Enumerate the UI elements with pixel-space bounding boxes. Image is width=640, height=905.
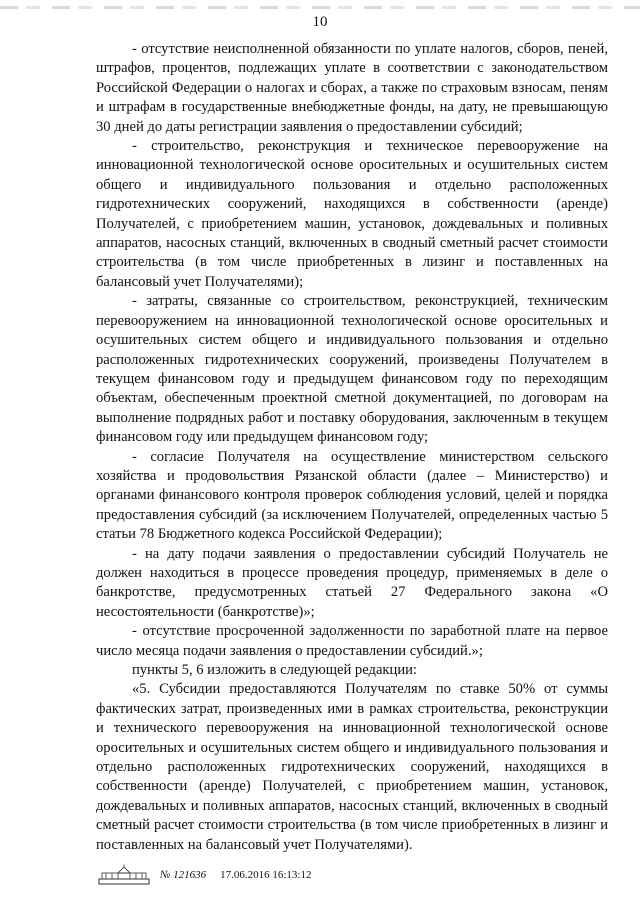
- paragraph-consent: - согласие Получателя на осуществление министерством сельского хозяйства и продовольствия Рязанской области (далее – Министерство) и органами финансового контроля проверок соблюдения условий, целей и порядка предоставления субсидий (за исключением Получателей, определенных частью 5 статьи 78 Бюджетного кодекса Российской Федерации);: [96, 448, 608, 543]
- paragraph-bankruptcy: - на дату подачи заявления о предоставлении субсидий Получатель не должен находиться в процессе проведения процедур, применяемых в деле о банкротстве, предусмотренных статьей 27 Федерального закона «О несостоятельности (банкротстве)»;: [96, 545, 608, 620]
- registration-datetime: 17.06.2016 16:13:12: [220, 869, 312, 881]
- scan-edge-artifact: [0, 6, 640, 9]
- paragraph-tax-obligation: - отсутствие неисполненной обязанности по уплате налогов, сборов, пеней, штрафов, процентов, подлежащих уплате в соответствии с законодательством Российской Федерации о налогах и сборах, а также по страховым взносам, пеням и штрафам в государственные внебюджетные фонды, на дату, не превышающую 30 дней до даты регистрации заявления о предоставлении субсидий;: [96, 41, 608, 135]
- page-number: 10: [312, 14, 328, 30]
- paragraph-construction: - строительство, реконструкция и техническое перевооружение на инновационной технологической основе оросительных и осушительных систем общего и индивидуального пользования и отдельно расположенных гидротехнических сооружений, находящихся в собственности (аренде) Получателей, с приобретением машин, установок, дождевальных и поливных аппаратов, насосных станций, включенных в сводный сметный расчет стоимости строительства (в том числе приобретенных в лизинг и поставленных на балансовый учет Получателями);: [96, 138, 608, 290]
- document-footer: [98, 864, 312, 886]
- government-building-icon: [98, 864, 150, 886]
- paragraph-amendment-intro: пункты 5, 6 изложить в следующей редакции:: [132, 662, 417, 678]
- paragraph-item-5: «5. Субсидии предоставляются Получателям по ставке 50% от суммы фактических затрат, произведенных ими в рамках строительства, реконструкции и технического перевооружения на инновационной технологической основе оросительных и осушительных систем общего и индивидуального пользования и отдельно расположенных гидротехнических сооружений, находящихся в собственности (аренде) Получателей, с приобретением машин, установок, дождевальных и поливных аппаратов, насосных станций, включенных в сводный сметный расчет стоимости строительства (в том числе приобретенных в лизинг и поставленных на балансовый учет Получателями).: [96, 681, 608, 853]
- paragraph-salary-debt: - отсутствие просроченной задолженности по заработной плате на первое число месяца подачи заявления о предоставлении субсидий.»;: [96, 623, 608, 659]
- document-body: [96, 40, 608, 855]
- paragraph-expenses: - затраты, связанные со строительством, реконструкцией, техническим перевооружением на инновационной технологической основе оросительных и осушительных систем общего и индивидуального пользования и отдельно расположенных гидротехнических сооружений, произведены Получателем в текущем финансовом году и предыдущем финансовом году по переходящим объектам, обеспеченным проектной сметной документацией, по договорам на выполнение подрядных работ и поставку оборудования, заключенным в текущем финансовом году или предыдущем финансовом году;: [96, 293, 608, 446]
- registration-number: № 121636: [160, 869, 207, 881]
